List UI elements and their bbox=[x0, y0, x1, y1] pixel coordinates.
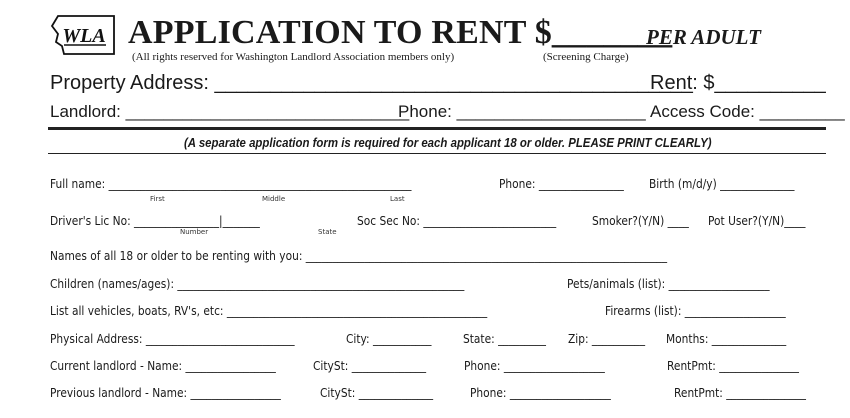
city-field[interactable]: City: ___________ bbox=[346, 331, 432, 346]
birth-date-field[interactable]: Birth (m/d/y) ______________ bbox=[649, 176, 795, 191]
adult-occupants-field[interactable]: Names of all 18 or older to be renting with you: ____________________________________________________________________ bbox=[50, 248, 668, 263]
access-code-field[interactable]: Access Code: _________ bbox=[650, 102, 845, 121]
form-title: APPLICATION TO RENT $_______ bbox=[128, 14, 673, 51]
divider-bottom bbox=[48, 153, 826, 154]
zip-field[interactable]: Zip: __________ bbox=[568, 331, 646, 346]
previous-landlord-cityst-field[interactable]: CitySt: ______________ bbox=[320, 385, 434, 400]
months-field[interactable]: Months: ______________ bbox=[666, 331, 787, 346]
children-field[interactable]: Children (names/ages): ______________________________________________________ bbox=[50, 276, 465, 291]
state-field[interactable]: State: _________ bbox=[463, 331, 546, 346]
sub-middle: Middle bbox=[262, 195, 286, 203]
wla-logo bbox=[50, 12, 118, 58]
full-name-field[interactable]: Full name: _________________________________________________________ bbox=[50, 176, 412, 191]
sub-number: Number bbox=[180, 228, 209, 236]
previous-landlord-phone-field[interactable]: Phone: ___________________ bbox=[470, 385, 611, 400]
separate-application-notice: (A separate application form is required for each applicant 18 or older. PLEASE PRINT CLEARLY) bbox=[184, 135, 712, 150]
physical-address-field[interactable]: Physical Address: ____________________________ bbox=[50, 331, 295, 346]
landlord-phone-field[interactable]: Phone: ____________________ bbox=[398, 102, 646, 121]
sub-last: Last bbox=[390, 195, 405, 203]
previous-landlord-name-field[interactable]: Previous landlord - Name: _________________ bbox=[50, 385, 281, 400]
sub-state: State bbox=[318, 228, 337, 236]
logo-text: WLA bbox=[62, 25, 106, 47]
firearms-field[interactable]: Firearms (list): ___________________ bbox=[605, 303, 786, 318]
sub-first: First bbox=[150, 195, 165, 203]
divider-top bbox=[48, 127, 826, 130]
rights-note: (All rights reserved for Washington Landlord Association members only) bbox=[132, 51, 455, 63]
property-address-field[interactable]: Property Address: ___________________________________________ bbox=[50, 72, 693, 94]
vehicles-field[interactable]: List all vehicles, boats, RV's, etc: _________________________________________________ bbox=[50, 303, 488, 318]
current-landlord-cityst-field[interactable]: CitySt: ______________ bbox=[313, 358, 427, 373]
pot-user-field[interactable]: Pot User?(Y/N)____ bbox=[708, 213, 806, 228]
current-landlord-phone-field[interactable]: Phone: ___________________ bbox=[464, 358, 605, 373]
per-adult-label: PER ADULT bbox=[646, 25, 761, 49]
smoker-field[interactable]: Smoker?(Y/N) ____ bbox=[592, 213, 689, 228]
drivers-license-field[interactable]: Driver's Lic No: ________________|_______ bbox=[50, 213, 260, 228]
screening-charge-note: (Screening Charge) bbox=[543, 51, 629, 63]
applicant-phone-field[interactable]: Phone: ________________ bbox=[499, 176, 624, 191]
pets-field[interactable]: Pets/animals (list): ___________________ bbox=[567, 276, 770, 291]
rent-field[interactable]: Rent: $__________ bbox=[650, 72, 826, 94]
previous-landlord-rentpmt-field[interactable]: RentPmt: _______________ bbox=[674, 385, 806, 400]
current-landlord-name-field[interactable]: Current landlord - Name: _________________ bbox=[50, 358, 276, 373]
ssn-field[interactable]: Soc Sec No: _________________________ bbox=[357, 213, 557, 228]
current-landlord-rentpmt-field[interactable]: RentPmt: _______________ bbox=[667, 358, 799, 373]
landlord-field[interactable]: Landlord: ______________________________ bbox=[50, 102, 410, 121]
